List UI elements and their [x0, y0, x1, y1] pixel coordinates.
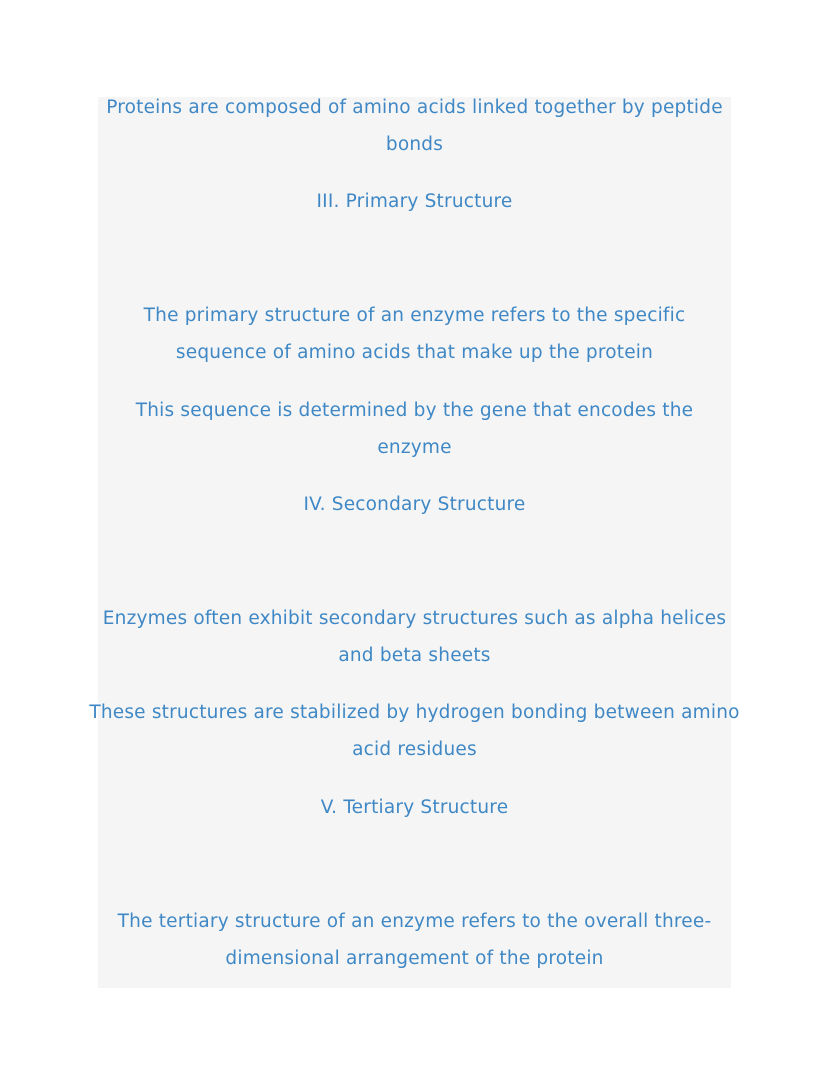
paragraph-secondary-structure-examples: Enzymes often exhibit secondary structures such as alpha helices and beta sheets	[102, 608, 727, 666]
paragraph-primary-structure-gene: This sequence is determined by the gene that encodes the enzyme	[135, 400, 694, 458]
paragraph-tertiary-structure-definition: The tertiary structure of an enzyme refers to the overall three-dimensional arrangement of the protein	[117, 911, 712, 969]
heading-secondary-structure: IV. Secondary Structure	[303, 494, 526, 515]
heading-tertiary-structure: V. Tertiary Structure	[320, 797, 509, 818]
paragraph-primary-structure-definition: The primary structure of an enzyme refers to the specific sequence of amino acids that make up the protein	[143, 305, 686, 363]
paragraph-secondary-structure-bonding: These structures are stabilized by hydrogen bonding between amino acid residues	[89, 702, 740, 760]
paragraph-proteins: Proteins are composed of amino acids linked together by peptide bonds	[106, 97, 723, 155]
document-panel	[89, 97, 740, 988]
heading-primary-structure: III. Primary Structure	[316, 191, 513, 212]
